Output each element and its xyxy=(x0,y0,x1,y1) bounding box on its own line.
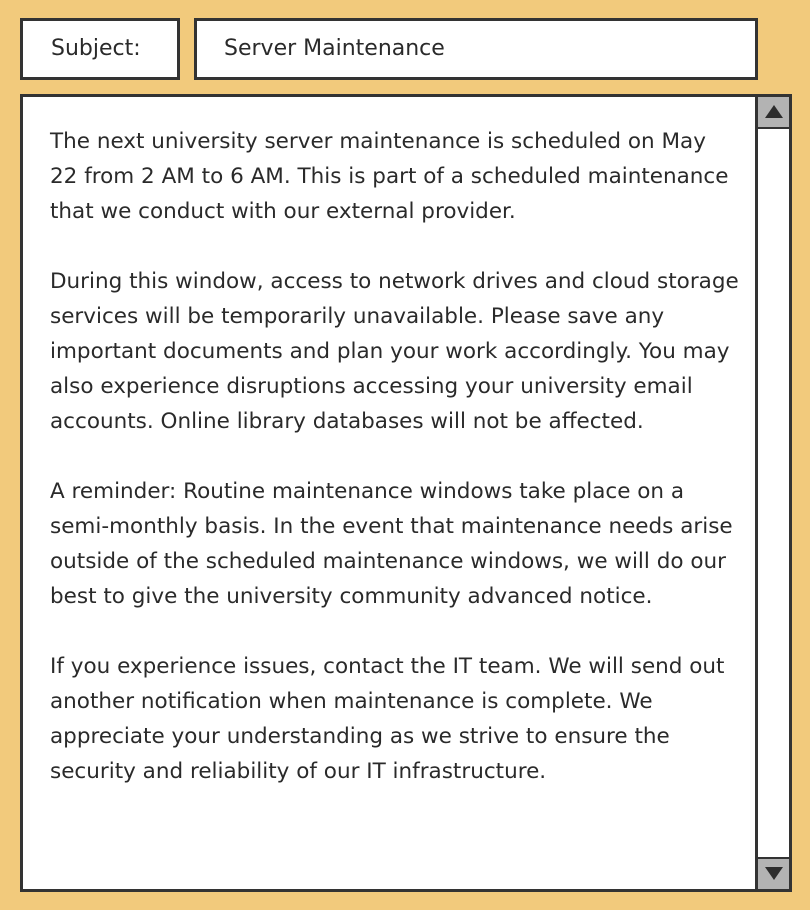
message-paragraph-2: During this window, access to network drives and cloud storage services will be temporarily unavailable. Please save any important documents and plan your work accordingly. You may also experience disruptions accessing your university email accounts. Online library databases will not be affected. xyxy=(50,269,739,434)
vertical-scrollbar[interactable] xyxy=(755,97,789,889)
triangle-down-icon xyxy=(765,867,783,880)
triangle-up-icon xyxy=(765,105,783,118)
subject-field[interactable]: Server Maintenance xyxy=(194,18,758,80)
message-body xyxy=(50,124,740,824)
scroll-down-button[interactable] xyxy=(758,857,789,889)
message-paragraph-1: The next university server maintenance is scheduled on May 22 from 2 AM to 6 AM. This is part of a scheduled maintenance that we conduct with our external provider. xyxy=(50,129,729,224)
scroll-up-button[interactable] xyxy=(758,97,789,129)
message-paragraph-4: If you experience issues, contact the IT team. We will send out another notification when maintenance is complete. We appreciate your understanding as we strive to ensure the security and reliability of our IT infrastructure. xyxy=(50,654,725,784)
subject-label: Subject: xyxy=(20,18,180,80)
message-paragraph-3: A reminder: Routine maintenance windows take place on a semi-monthly basis. In the event that maintenance needs arise outside of the scheduled maintenance windows, we will do our best to give the university community advanced notice. xyxy=(50,479,733,609)
message-body-panel[interactable] xyxy=(20,94,792,892)
